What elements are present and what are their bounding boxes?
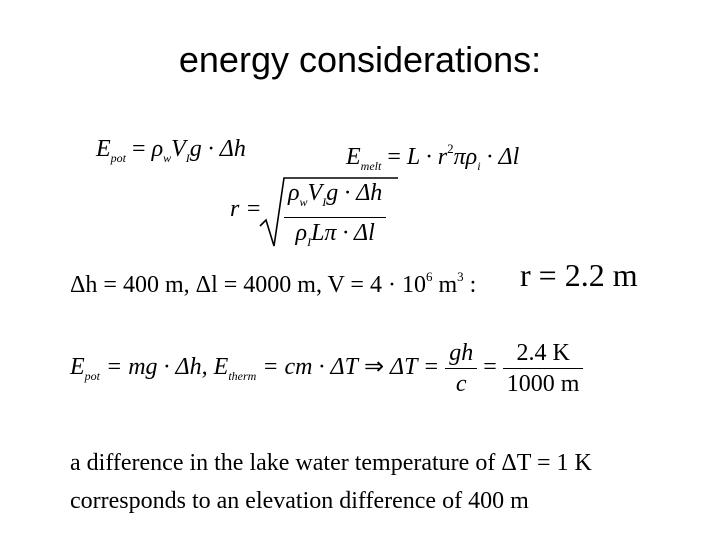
thermal-equation: $E_{pot}$ = mg · Δh, $E_{therm}$ = cm · ΔT ⇒ ΔT = $\frac{gh}{c}$ = $\frac{2.4 K}{1000 m}$ [70, 340, 583, 397]
slide-title: energy considerations: [178, 39, 542, 80]
potential-energy-equation: $E_{pot} = \rho_wV_Ig \cdot \Delta h$ [96, 136, 246, 165]
given-values: Δh = 400 m, Δl = 4000 m, $V = 4 \cdot 10^6$ $m^3$ : [70, 269, 477, 298]
fraction-gh-over-c: $\frac{gh}{c}$ [445, 340, 477, 397]
fraction-temperature-gradient: $\frac{2.4 K}{1000 m}$ [503, 340, 584, 397]
radius-result: r = 2.2 m [520, 257, 638, 293]
conclusion-line-2: corresponds to an elevation difference of 400 m [70, 488, 529, 514]
radius-lhs: r = [230, 196, 262, 222]
radius-fraction: $\frac{\rho_wV_Ig \cdot \Delta h}{\rho_IL\pi \cdot \Delta l}$ [284, 180, 386, 255]
melt-energy-equation: $E_{melt} = L \cdot r^2\pi\rho_i \cdot \Delta l$ [346, 141, 520, 173]
conclusion-line-1: a difference in the lake water temperature of ΔT = 1 K [70, 450, 592, 476]
